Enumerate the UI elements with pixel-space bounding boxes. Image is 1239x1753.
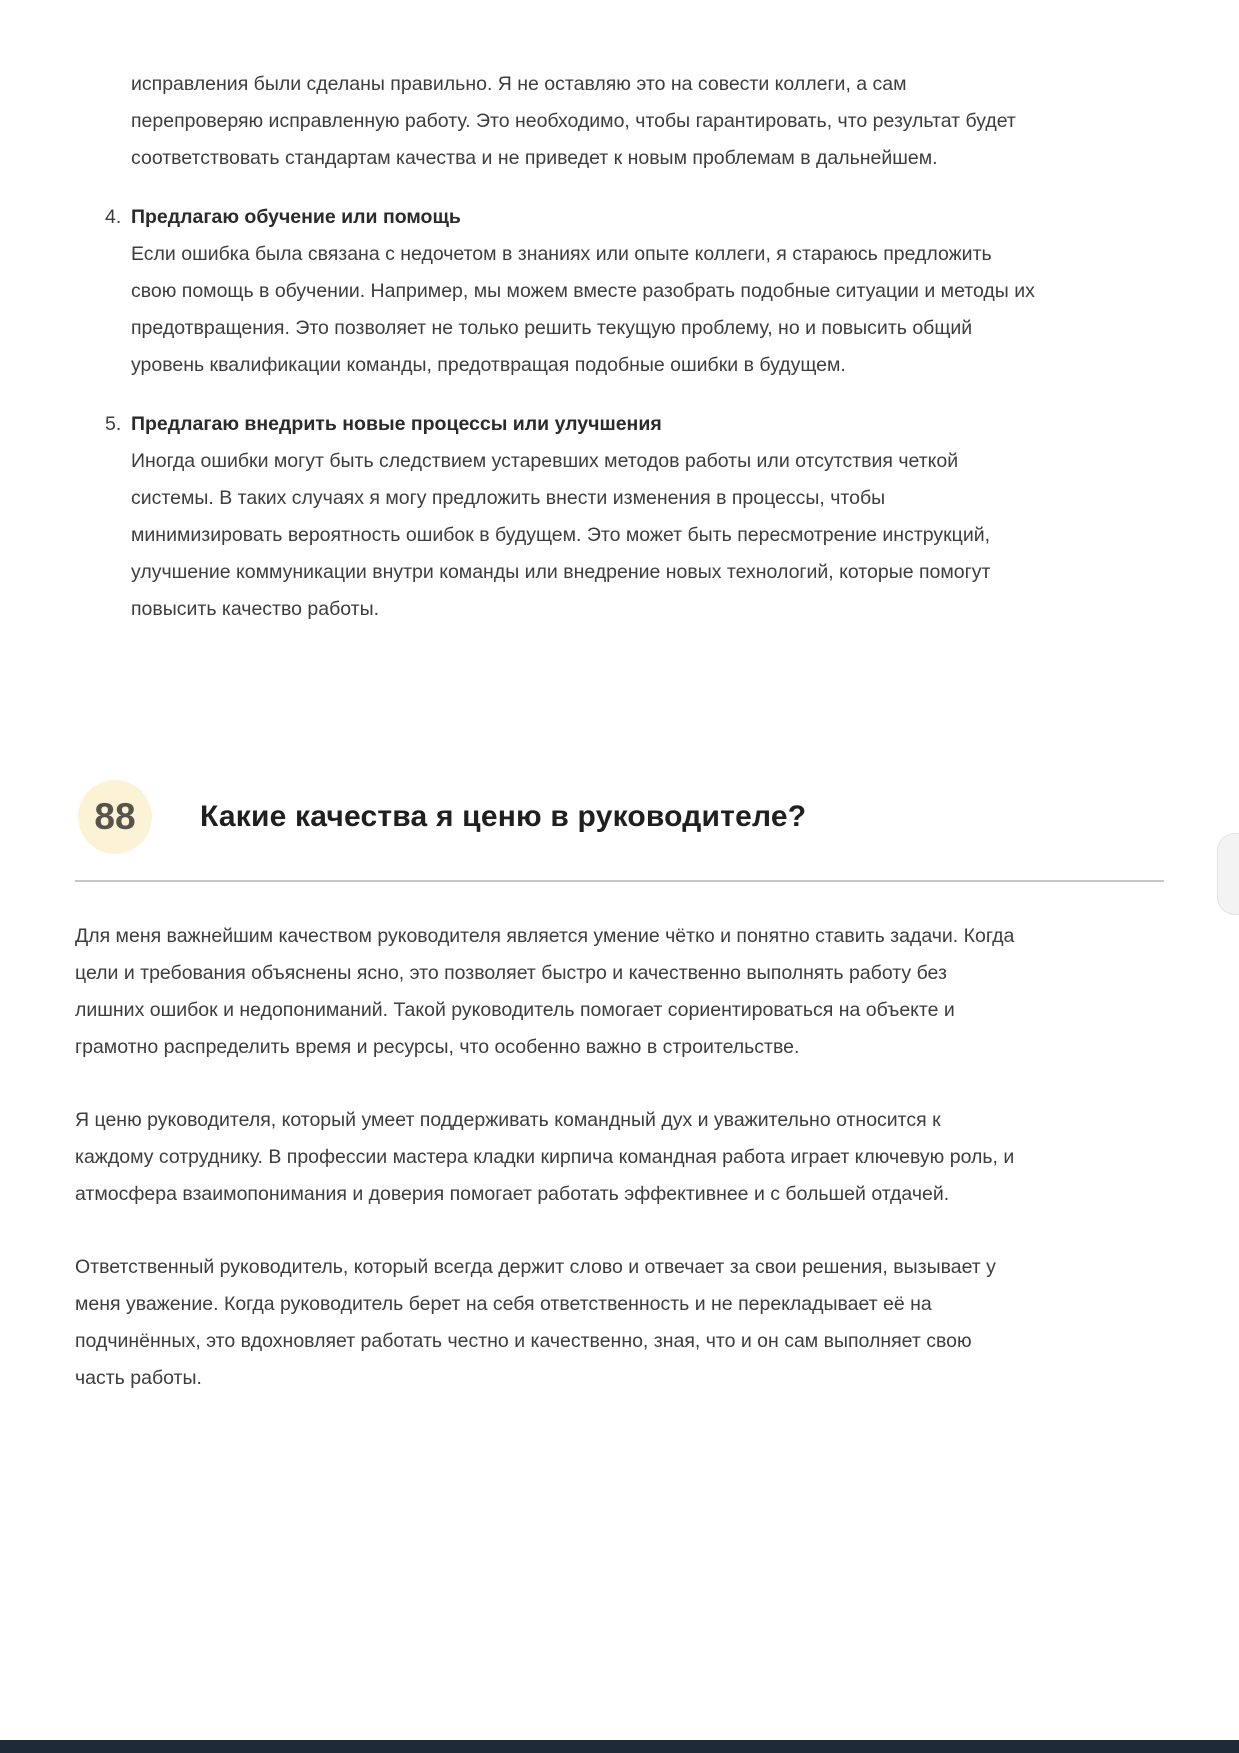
body-paragraph: Ответственный руководитель, который всегда держит слово и отвечает за свои решения, вызывает у меня уважение. Когда руководитель берет на себя ответственность и не перекладывает её на подчинённых, это вдохновляет работать честно и качественно, зная, что и он сам выполняет свою часть работы. <box>75 1255 996 1389</box>
section-header <box>78 780 1164 854</box>
list-item-number: 5. <box>105 412 122 435</box>
body-paragraph: Для меня важнейшим качеством руководителя является умение чётко и понятно ставить задачи. Когда цели и требования объяснены ясно, это позволяет быстро и качественно выполнять работу без лишних ошибок и недопониманий. Такой руководитель помогает сориентироваться на объекте и грамотно распределить время и ресурсы, что особенно важно в строительстве. <box>75 924 1015 1058</box>
list-item <box>105 199 1035 384</box>
section-body <box>75 918 1164 1397</box>
list-item-content <box>131 199 1035 384</box>
continuation-paragraph: исправления были сделаны правильно. Я не оставляю это на совести коллеги, а сам перепроверяю исправленную работу. Это необходимо, чтобы гарантировать, что результат будет соответствовать стандартам качества и не приведет к новым проблемам в дальнейшем. <box>131 72 1016 169</box>
list-item-title: Предлагаю внедрить новые процессы или улучшения <box>131 412 662 435</box>
body-paragraph: Я ценю руководителя, который умеет поддерживать командный дух и уважительно относится к каждому сотруднику. В профессии мастера кладки кирпича командная работа играет ключевую роль, и атмосфера взаимопонимания и доверия помогает работать эффективнее и с большей отдачей. <box>75 1108 1015 1205</box>
section-divider <box>75 880 1164 882</box>
section-number-badge: 88 <box>78 780 152 854</box>
numbered-list <box>105 199 1035 628</box>
list-item <box>105 406 1035 628</box>
page-edge-decoration <box>1217 833 1239 915</box>
footer-bar <box>0 1740 1239 1753</box>
list-item-body: Если ошибка была связана с недочетом в знаниях или опыте коллеги, я стараюсь предложить свою помощь в обучении. Например, мы можем вместе разобрать подобные ситуации и методы их предотвращения. Это позволяет не только решить текущую проблему, но и повысить общий уровень квалификации команды, предотвращая подобные ошибки в будущем. <box>131 242 1035 376</box>
list-item-title: Предлагаю обучение или помощь <box>131 205 461 228</box>
list-item-content <box>131 406 1035 628</box>
section-title: Какие качества я ценю в руководителе? <box>200 799 807 833</box>
list-item-number: 4. <box>105 205 122 228</box>
list-item-body: Иногда ошибки могут быть следствием устаревших методов работы или отсутствия четкой системы. В таких случаях я могу предложить внести изменения в процессы, чтобы минимизировать вероятность ошибок в будущем. Это может быть пересмотрение инструкций, улучшение коммуникации внутри команды или внедрение новых технологий, которые помогут повысить качество работы. <box>131 449 991 620</box>
